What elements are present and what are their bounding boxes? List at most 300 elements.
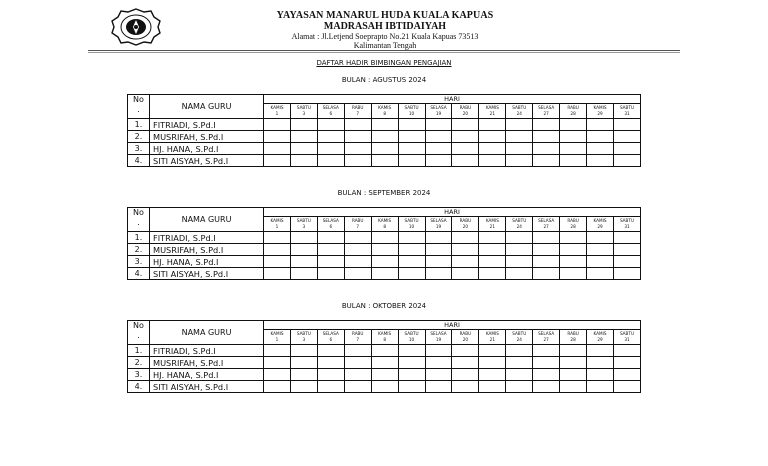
day-date: 21 bbox=[489, 337, 495, 342]
attendance-cell bbox=[533, 268, 560, 280]
attendance-cell bbox=[398, 381, 425, 393]
attendance-cell bbox=[264, 357, 291, 369]
attendance-cell bbox=[587, 268, 614, 280]
day-column-header bbox=[344, 217, 371, 232]
day-name: KAMIS bbox=[593, 218, 607, 223]
attendance-cell bbox=[452, 381, 479, 393]
attendance-cell bbox=[613, 143, 640, 155]
day-date: 28 bbox=[570, 337, 576, 342]
day-name: RABU bbox=[459, 331, 472, 336]
attendance-cell bbox=[371, 369, 398, 381]
day-name: RABU bbox=[567, 331, 579, 336]
attendance-cell bbox=[560, 119, 587, 131]
teacher-name: FITRIADI, S.Pd.I bbox=[150, 232, 264, 244]
row-number: 1. bbox=[128, 119, 150, 131]
day-date: 20 bbox=[462, 224, 469, 229]
day-name: SELASA bbox=[538, 331, 555, 336]
attendance-cell bbox=[425, 345, 452, 357]
attendance-cell bbox=[479, 131, 506, 143]
day-date: 1 bbox=[275, 337, 279, 342]
row-number: 3. bbox=[128, 143, 150, 155]
table-row bbox=[128, 256, 641, 268]
day-column-header bbox=[317, 330, 344, 345]
attendance-cell bbox=[479, 345, 506, 357]
attendance-cell bbox=[371, 119, 398, 131]
attendance-cell bbox=[533, 244, 560, 256]
attendance-cell bbox=[479, 357, 506, 369]
day-column-header bbox=[533, 104, 560, 119]
teacher-name: HJ. HANA, S.Pd.I bbox=[150, 256, 264, 268]
day-name: KAMIS bbox=[593, 331, 607, 336]
attendance-cell bbox=[264, 119, 291, 131]
attendance-cell bbox=[264, 268, 291, 280]
day-name: SABTU bbox=[296, 218, 311, 223]
day-date: 19 bbox=[435, 224, 442, 229]
attendance-cell bbox=[371, 381, 398, 393]
no-header-label: No bbox=[133, 95, 144, 104]
attendance-cell bbox=[290, 155, 317, 167]
attendance-cell bbox=[560, 369, 587, 381]
document-title: DAFTAR HADIR BIMBINGAN PENGAJIAN bbox=[316, 59, 452, 67]
day-date: 20 bbox=[462, 337, 469, 342]
attendance-cell bbox=[506, 155, 533, 167]
day-date: 24 bbox=[516, 224, 522, 229]
day-date: 3 bbox=[302, 111, 306, 116]
attendance-cell bbox=[317, 256, 344, 268]
attendance-cell bbox=[479, 369, 506, 381]
table-row bbox=[128, 155, 641, 167]
attendance-cell bbox=[290, 232, 317, 244]
attendance-cell bbox=[452, 268, 479, 280]
teacher-name: MUSRIFAH, S.Pd.I bbox=[150, 357, 264, 369]
day-name: KAMIS bbox=[270, 331, 284, 336]
attendance-cell bbox=[479, 268, 506, 280]
attendance-cell bbox=[371, 232, 398, 244]
attendance-cell bbox=[533, 143, 560, 155]
attendance-cell bbox=[264, 381, 291, 393]
attendance-cell bbox=[371, 345, 398, 357]
day-date: 28 bbox=[570, 224, 576, 229]
row-number: 2. bbox=[128, 357, 150, 369]
attendance-cell bbox=[533, 155, 560, 167]
attendance-cell bbox=[560, 345, 587, 357]
attendance-cell bbox=[290, 268, 317, 280]
attendance-cell bbox=[344, 357, 371, 369]
attendance-cell bbox=[398, 232, 425, 244]
attendance-cell bbox=[398, 357, 425, 369]
attendance-table bbox=[127, 94, 641, 167]
attendance-cell bbox=[290, 357, 317, 369]
attendance-cell bbox=[587, 256, 614, 268]
attendance-cell bbox=[425, 244, 452, 256]
row-number: 3. bbox=[128, 369, 150, 381]
teacher-name: HJ. HANA, S.Pd.I bbox=[150, 369, 264, 381]
day-name: SABTU bbox=[404, 331, 419, 336]
attendance-cell bbox=[506, 232, 533, 244]
day-date: 6 bbox=[329, 224, 333, 229]
day-date: 7 bbox=[356, 337, 360, 342]
day-name: RABU bbox=[351, 105, 364, 110]
no-column-header bbox=[128, 208, 150, 232]
school-address: Alamat : Jl.Letjend Soeprapto No.21 Kuala Kapuas 73513 bbox=[291, 32, 479, 41]
attendance-cell bbox=[560, 232, 587, 244]
attendance-cell bbox=[425, 381, 452, 393]
attendance-cell bbox=[425, 369, 452, 381]
day-date: 24 bbox=[516, 337, 522, 342]
attendance-cell bbox=[533, 256, 560, 268]
day-date: 1 bbox=[275, 224, 279, 229]
no-header-dot: . bbox=[137, 331, 140, 340]
attendance-cell bbox=[290, 119, 317, 131]
day-date: 27 bbox=[543, 111, 549, 116]
attendance-cell bbox=[506, 381, 533, 393]
day-name: SABTU bbox=[296, 331, 311, 336]
day-name: SABTU bbox=[404, 218, 419, 223]
school-name: MADRASAH IBTIDAIYAH bbox=[323, 21, 447, 32]
attendance-cell bbox=[317, 381, 344, 393]
day-name: RABU bbox=[351, 331, 364, 336]
attendance-cell bbox=[613, 119, 640, 131]
attendance-cell bbox=[425, 268, 452, 280]
day-column-header bbox=[317, 104, 344, 119]
teacher-name: FITRIADI, S.Pd.I bbox=[150, 345, 264, 357]
row-number: 4. bbox=[128, 155, 150, 167]
attendance-cell bbox=[479, 143, 506, 155]
attendance-cell bbox=[371, 244, 398, 256]
day-column-header bbox=[560, 217, 587, 232]
attendance-cell bbox=[560, 143, 587, 155]
day-column-header bbox=[344, 330, 371, 345]
day-date: 19 bbox=[435, 337, 442, 342]
attendance-cell bbox=[290, 131, 317, 143]
attendance-cell bbox=[371, 256, 398, 268]
day-column-header bbox=[290, 217, 317, 232]
attendance-cell bbox=[479, 155, 506, 167]
day-name: KAMIS bbox=[378, 331, 392, 336]
name-column-header: NAMA GURU bbox=[150, 208, 264, 232]
attendance-cell bbox=[290, 143, 317, 155]
day-column-header bbox=[613, 217, 640, 232]
teacher-name: MUSRIFAH, S.Pd.I bbox=[150, 244, 264, 256]
attendance-cell bbox=[613, 345, 640, 357]
attendance-cell bbox=[317, 232, 344, 244]
table-row bbox=[128, 119, 641, 131]
attendance-cell bbox=[613, 381, 640, 393]
day-name: KAMIS bbox=[378, 218, 392, 223]
day-date: 1 bbox=[275, 111, 279, 116]
day-date: 3 bbox=[302, 337, 306, 342]
attendance-cell bbox=[264, 131, 291, 143]
attendance-cell bbox=[506, 357, 533, 369]
attendance-cell bbox=[587, 381, 614, 393]
attendance-cell bbox=[560, 244, 587, 256]
school-emblem bbox=[110, 8, 162, 46]
day-date: 8 bbox=[383, 337, 386, 342]
attendance-cell bbox=[398, 256, 425, 268]
no-header-dot: . bbox=[137, 218, 140, 227]
day-date: 10 bbox=[408, 111, 415, 116]
day-date: 20 bbox=[462, 111, 469, 116]
no-column-header bbox=[128, 321, 150, 345]
table-row bbox=[128, 345, 641, 357]
attendance-cell bbox=[264, 232, 291, 244]
attendance-cell bbox=[425, 256, 452, 268]
attendance-cell bbox=[344, 155, 371, 167]
attendance-cell bbox=[317, 268, 344, 280]
attendance-cell bbox=[425, 357, 452, 369]
day-column-header bbox=[479, 104, 506, 119]
no-header-label: No bbox=[133, 208, 144, 217]
day-name: KAMIS bbox=[485, 218, 499, 223]
attendance-cell bbox=[264, 369, 291, 381]
day-column-header bbox=[533, 330, 560, 345]
attendance-cell bbox=[452, 119, 479, 131]
day-name: RABU bbox=[567, 105, 579, 110]
day-name: SABTU bbox=[619, 105, 635, 110]
teacher-name: SITI AISYAH, S.Pd.I bbox=[150, 155, 264, 167]
attendance-cell bbox=[533, 369, 560, 381]
attendance-cell bbox=[290, 369, 317, 381]
day-column-header bbox=[398, 217, 425, 232]
day-column-header bbox=[425, 217, 452, 232]
month-label: BULAN : OKTOBER 2024 bbox=[341, 302, 427, 310]
attendance-cell bbox=[317, 345, 344, 357]
attendance-cell bbox=[560, 357, 587, 369]
row-number: 1. bbox=[128, 345, 150, 357]
attendance-cell bbox=[560, 381, 587, 393]
attendance-cell bbox=[452, 369, 479, 381]
attendance-cell bbox=[290, 256, 317, 268]
attendance-cell bbox=[587, 357, 614, 369]
attendance-cell bbox=[344, 143, 371, 155]
attendance-cell bbox=[613, 155, 640, 167]
attendance-cell bbox=[533, 131, 560, 143]
attendance-cell bbox=[398, 369, 425, 381]
row-number: 3. bbox=[128, 256, 150, 268]
attendance-cell bbox=[533, 119, 560, 131]
table-row bbox=[128, 381, 641, 393]
day-column-header bbox=[506, 217, 533, 232]
day-name: SABTU bbox=[404, 105, 419, 110]
school-region: Kalimantan Tengah bbox=[353, 41, 417, 50]
attendance-cell bbox=[317, 155, 344, 167]
day-date: 6 bbox=[329, 111, 333, 116]
attendance-cell bbox=[587, 232, 614, 244]
day-name: SELASA bbox=[430, 105, 447, 110]
name-column-header: NAMA GURU bbox=[150, 95, 264, 119]
day-date: 31 bbox=[624, 111, 630, 116]
day-date: 6 bbox=[329, 337, 333, 342]
attendance-cell bbox=[264, 143, 291, 155]
row-number: 4. bbox=[128, 381, 150, 393]
teacher-name: SITI AISYAH, S.Pd.I bbox=[150, 268, 264, 280]
table-header-row bbox=[128, 321, 641, 330]
attendance-cell bbox=[587, 244, 614, 256]
day-name: SABTU bbox=[512, 331, 527, 336]
attendance-cell bbox=[587, 119, 614, 131]
day-column-header bbox=[479, 330, 506, 345]
no-header-label: No bbox=[133, 321, 144, 330]
day-column-header bbox=[613, 330, 640, 345]
table-row bbox=[128, 244, 641, 256]
table-row bbox=[128, 131, 641, 143]
attendance-cell bbox=[560, 131, 587, 143]
day-column-header bbox=[425, 330, 452, 345]
attendance-cell bbox=[506, 345, 533, 357]
day-name: KAMIS bbox=[593, 105, 607, 110]
attendance-cell bbox=[317, 369, 344, 381]
attendance-cell bbox=[290, 244, 317, 256]
attendance-cell bbox=[317, 244, 344, 256]
no-column-header bbox=[128, 95, 150, 119]
attendance-cell bbox=[613, 244, 640, 256]
no-header-dot: . bbox=[137, 105, 140, 114]
attendance-cell bbox=[344, 244, 371, 256]
attendance-cell bbox=[506, 131, 533, 143]
attendance-cell bbox=[398, 131, 425, 143]
attendance-cell bbox=[506, 143, 533, 155]
attendance-cell bbox=[398, 155, 425, 167]
day-name: KAMIS bbox=[485, 331, 499, 336]
attendance-cell bbox=[587, 131, 614, 143]
day-column-header bbox=[560, 104, 587, 119]
attendance-cell bbox=[371, 155, 398, 167]
attendance-cell bbox=[587, 369, 614, 381]
attendance-cell bbox=[317, 357, 344, 369]
day-name: KAMIS bbox=[270, 218, 284, 223]
attendance-cell bbox=[264, 256, 291, 268]
attendance-cell bbox=[344, 232, 371, 244]
attendance-cell bbox=[560, 268, 587, 280]
attendance-cell bbox=[560, 155, 587, 167]
attendance-cell bbox=[290, 381, 317, 393]
day-column-header bbox=[371, 217, 398, 232]
day-date: 29 bbox=[597, 337, 603, 342]
attendance-cell bbox=[371, 357, 398, 369]
day-column-header bbox=[452, 104, 479, 119]
day-column-header bbox=[452, 217, 479, 232]
attendance-cell bbox=[398, 143, 425, 155]
attendance-cell bbox=[587, 155, 614, 167]
day-name: KAMIS bbox=[485, 105, 499, 110]
day-name: SABTU bbox=[619, 218, 635, 223]
attendance-cell bbox=[344, 119, 371, 131]
teacher-name: FITRIADI, S.Pd.I bbox=[150, 119, 264, 131]
day-date: 27 bbox=[543, 337, 549, 342]
attendance-cell bbox=[452, 256, 479, 268]
attendance-cell bbox=[344, 131, 371, 143]
attendance-cell bbox=[344, 381, 371, 393]
day-date: 3 bbox=[302, 224, 306, 229]
attendance-cell bbox=[398, 244, 425, 256]
day-column-header bbox=[452, 330, 479, 345]
attendance-cell bbox=[506, 244, 533, 256]
foundation-name: YAYASAN MANARUL HUDA KUALA KAPUAS bbox=[276, 10, 494, 21]
attendance-cell bbox=[613, 268, 640, 280]
day-date: 19 bbox=[435, 111, 442, 116]
day-date: 24 bbox=[516, 111, 522, 116]
attendance-cell bbox=[371, 131, 398, 143]
day-date: 7 bbox=[356, 111, 360, 116]
row-number: 2. bbox=[128, 131, 150, 143]
day-name: KAMIS bbox=[378, 105, 392, 110]
day-date: 31 bbox=[624, 337, 630, 342]
attendance-cell bbox=[587, 143, 614, 155]
day-column-header bbox=[398, 104, 425, 119]
day-name: SABTU bbox=[296, 105, 311, 110]
attendance-table bbox=[127, 320, 641, 393]
day-name: SELASA bbox=[538, 105, 555, 110]
attendance-cell bbox=[506, 256, 533, 268]
attendance-cell bbox=[398, 345, 425, 357]
letterhead-rule bbox=[88, 50, 680, 51]
day-date: 10 bbox=[408, 337, 415, 342]
day-column-header bbox=[506, 104, 533, 119]
attendance-cell bbox=[452, 244, 479, 256]
day-name: RABU bbox=[459, 105, 472, 110]
day-name: SELASA bbox=[322, 105, 339, 110]
day-date: 31 bbox=[624, 224, 630, 229]
attendance-cell bbox=[398, 268, 425, 280]
day-name: SELASA bbox=[430, 331, 447, 336]
day-column-header bbox=[371, 104, 398, 119]
day-date: 8 bbox=[383, 111, 386, 116]
day-column-header bbox=[398, 330, 425, 345]
day-name: RABU bbox=[459, 218, 472, 223]
day-column-header bbox=[560, 330, 587, 345]
attendance-cell bbox=[452, 143, 479, 155]
attendance-cell bbox=[344, 256, 371, 268]
day-name: SELASA bbox=[322, 331, 339, 336]
teacher-name: MUSRIFAH, S.Pd.I bbox=[150, 131, 264, 143]
month-label: BULAN : AGUSTUS 2024 bbox=[341, 76, 427, 84]
attendance-cell bbox=[264, 345, 291, 357]
teacher-name: HJ. HANA, S.Pd.I bbox=[150, 143, 264, 155]
teacher-name: SITI AISYAH, S.Pd.I bbox=[150, 381, 264, 393]
row-number: 2. bbox=[128, 244, 150, 256]
attendance-cell bbox=[264, 244, 291, 256]
attendance-cell bbox=[560, 256, 587, 268]
day-column-header bbox=[264, 330, 291, 345]
attendance-cell bbox=[398, 119, 425, 131]
day-date: 27 bbox=[543, 224, 549, 229]
row-number: 1. bbox=[128, 232, 150, 244]
day-column-header bbox=[533, 217, 560, 232]
month-label: BULAN : SEPTEMBER 2024 bbox=[337, 189, 431, 197]
attendance-cell bbox=[425, 155, 452, 167]
day-column-header bbox=[506, 330, 533, 345]
attendance-cell bbox=[479, 381, 506, 393]
attendance-cell bbox=[613, 357, 640, 369]
attendance-cell bbox=[613, 232, 640, 244]
name-column-header: NAMA GURU bbox=[150, 321, 264, 345]
day-name: SELASA bbox=[430, 218, 447, 223]
attendance-cell bbox=[425, 131, 452, 143]
day-column-header bbox=[290, 104, 317, 119]
attendance-cell bbox=[506, 119, 533, 131]
attendance-cell bbox=[452, 155, 479, 167]
table-header-row bbox=[128, 208, 641, 217]
day-date: 7 bbox=[356, 224, 360, 229]
attendance-cell bbox=[371, 143, 398, 155]
attendance-cell bbox=[506, 268, 533, 280]
day-name: SABTU bbox=[512, 218, 527, 223]
day-column-header bbox=[264, 217, 291, 232]
attendance-cell bbox=[452, 131, 479, 143]
attendance-cell bbox=[533, 345, 560, 357]
attendance-cell bbox=[533, 232, 560, 244]
attendance-cell bbox=[613, 131, 640, 143]
